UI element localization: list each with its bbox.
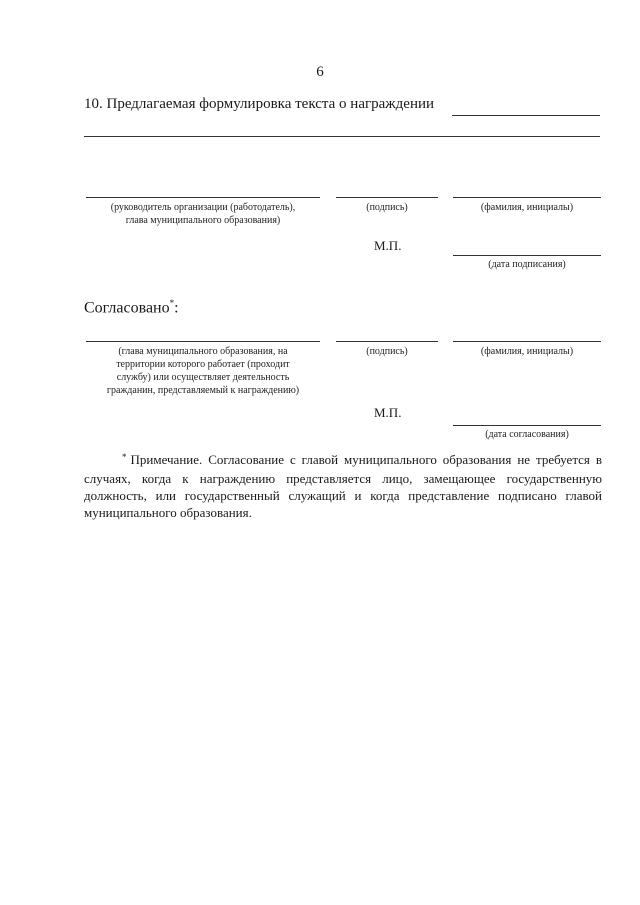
signature-line-2 xyxy=(336,341,438,342)
approval-title xyxy=(84,298,179,317)
footnote-text: Примечание. Согласование с главой муниципального образования не требуется в случаях, когда к награждению представляется лицо, замещающее государственную должность, или государственный служащий и когда представление подписано главой муниципального образования. xyxy=(84,452,602,520)
item-10-label: 10. Предлагаемая формулировка текста о награждении xyxy=(84,96,435,112)
date-signing-caption: (дата подписания) xyxy=(488,259,566,270)
footnote xyxy=(84,451,602,521)
manager-line xyxy=(86,197,320,198)
approval-asterisk: * xyxy=(169,298,175,308)
page-number: 6 xyxy=(316,64,324,80)
item-10-inline-line xyxy=(452,115,600,116)
head-line xyxy=(86,341,320,342)
name-caption-1: (фамилия, инициалы) xyxy=(480,202,574,213)
date-line-2 xyxy=(453,425,601,426)
item-10-text-line xyxy=(84,136,600,137)
name-caption-2: (фамилия, инициалы) xyxy=(480,346,574,357)
manager-caption: (руководитель организации (работодатель), глава муниципального образования) xyxy=(110,202,296,226)
stamp-label-2: М.П. xyxy=(374,405,402,420)
date-line-1 xyxy=(453,255,601,256)
approval-colon: : xyxy=(174,299,179,317)
head-caption: (глава муниципального образования, на территории которого работает (проходит службу) или осуществляет деятельность гражданин, представляемый к награждению) xyxy=(106,346,300,396)
name-line-1 xyxy=(453,197,601,198)
signature-line-1 xyxy=(336,197,438,198)
approval-title-text: Согласовано xyxy=(84,299,170,317)
stamp-label-1: М.П. xyxy=(374,238,402,253)
signature-caption-2: (подпись) xyxy=(366,346,408,357)
name-line-2 xyxy=(453,341,601,342)
date-approval-caption: (дата согласования) xyxy=(485,429,569,440)
signature-caption-1: (подпись) xyxy=(366,202,408,213)
footnote-asterisk: * xyxy=(122,452,127,462)
